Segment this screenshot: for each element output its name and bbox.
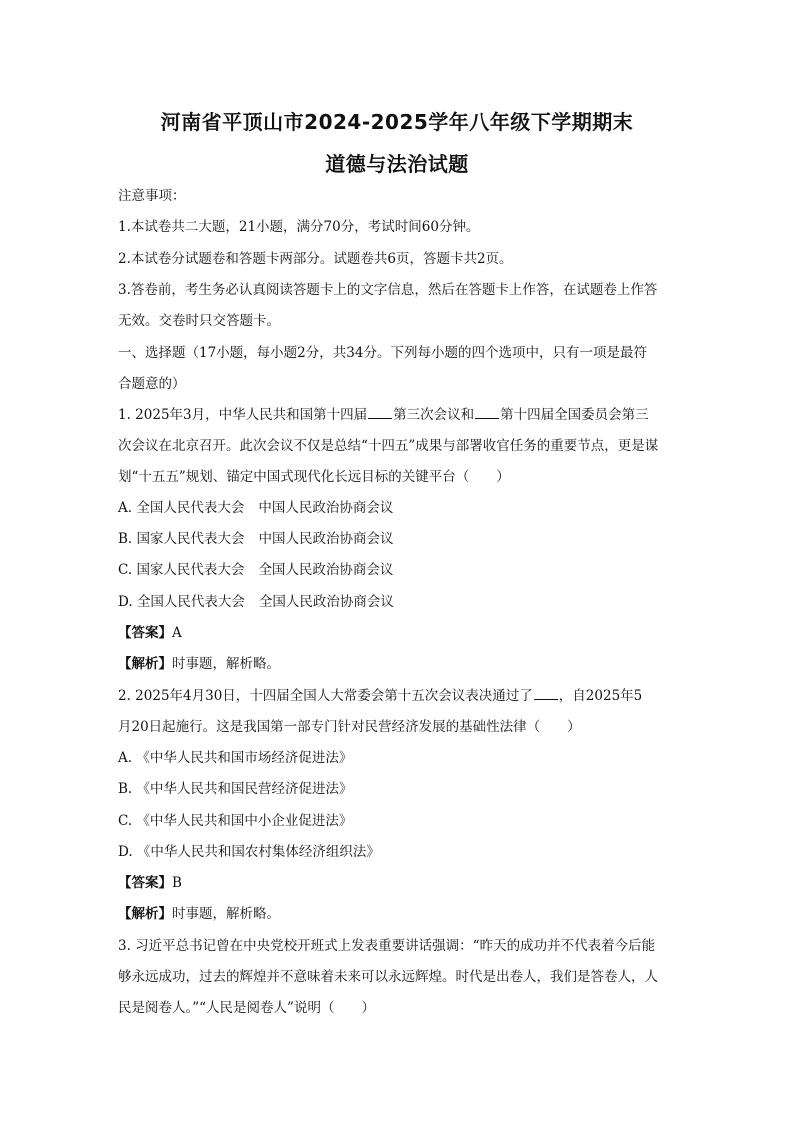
exam-title-line1: 河南省平顶山市2024-2025学年八年级下学期期末 xyxy=(160,110,634,134)
q2-stem-part-b: ，自2025年5 xyxy=(558,688,643,704)
answer-label: 【答案】 xyxy=(118,625,172,641)
q2-option-c: C. 《中华人民共和国中小企业促进法》 xyxy=(118,813,353,829)
option-text-2: 全国人民政治协商会议 xyxy=(258,594,394,610)
q3-stem-line1: 3. 习近平总书记曾在中央党校开班式上发表重要讲话强调：“昨天的成功并不代表着今后能 xyxy=(118,938,656,954)
q2-stem-part-a: 2. 2025年4月30日，十四届全国人大常委会第十五次会议表决通过了 xyxy=(118,688,533,704)
q1-stem-part-b: 第三次会议和 xyxy=(393,407,475,423)
q3-stem-line2: 够永远成功，过去的辉煌并不意味着未来可以永远辉煌。时代是出卷人，我们是答卷人，人 xyxy=(118,969,658,985)
q3-stem-line3: 民是阅卷人。”“人民是阅卷人”说明（ ） xyxy=(118,1000,375,1016)
q1-stem-line2: 次会议在北京召开。此次会议不仅是总结“十四五”成果与部署收官任务的重要节点，更是谋 xyxy=(118,438,659,454)
q2-stem-line1 xyxy=(118,686,684,706)
option-text-2: 中国人民政治协商会议 xyxy=(258,500,394,516)
q2-stem-line2: 月20日起施行。这是我国第一部专门针对民营经济发展的基础性法律（ ） xyxy=(118,719,581,735)
q1-option-b xyxy=(118,529,684,549)
q1-answer xyxy=(118,623,684,643)
option-letter: B. xyxy=(118,531,133,547)
q2-option-b: B. 《中华人民共和国民营经济促进法》 xyxy=(118,781,353,797)
option-letter: C. xyxy=(118,562,133,578)
analysis-label: 【解析】 xyxy=(118,906,172,922)
option-text-1: 国家人民代表大会 xyxy=(136,531,245,547)
section1-heading-line1: 一、选择题（17小题，每小题2分，共34分。下列每小题的四个选项中，只有一项是最符 xyxy=(118,345,647,361)
q1-option-d xyxy=(118,592,684,612)
q1-stem-line1 xyxy=(118,405,684,425)
notes-item-3-line1: 3.答卷前，考生务必认真阅读答题卡上的文字信息，然后在答题卡上作答，在试题卷上作答 xyxy=(118,282,658,298)
analysis-label: 【解析】 xyxy=(118,656,172,672)
fill-blank xyxy=(475,406,499,419)
analysis-text: 时事题，解析略。 xyxy=(172,906,280,922)
option-letter: D. xyxy=(118,594,133,610)
answer-label: 【答案】 xyxy=(118,875,172,891)
q2-analysis xyxy=(118,904,684,924)
q2-answer xyxy=(118,873,684,893)
answer-value: B xyxy=(172,875,182,891)
q2-option-a: A. 《中华人民共和国市场经济促进法》 xyxy=(118,750,353,766)
notes-item-2: 2.本试卷分试题卷和答题卡两部分。试题卷共6页，答题卡共2页。 xyxy=(118,251,513,267)
section1-heading-line2: 合题意的） xyxy=(118,376,186,392)
q1-stem-part-a: 1. 2025年3月，中华人民共和国第十四届 xyxy=(118,407,368,423)
q1-option-c xyxy=(118,560,684,580)
option-letter: A. xyxy=(118,500,133,516)
analysis-text: 时事题，解析略。 xyxy=(172,656,280,672)
q2-option-d: D. 《中华人民共和国农村集体经济组织法》 xyxy=(118,844,380,860)
option-text-1: 国家人民代表大会 xyxy=(136,562,245,578)
exam-title-line2: 道德与法治试题 xyxy=(325,152,469,176)
option-text-2: 中国人民政治协商会议 xyxy=(258,531,394,547)
option-text-1: 全国人民代表大会 xyxy=(136,500,245,516)
option-text-1: 全国人民代表大会 xyxy=(136,594,245,610)
q1-analysis xyxy=(118,654,684,674)
fill-blank xyxy=(534,687,558,700)
option-text-2: 全国人民政治协商会议 xyxy=(258,562,394,578)
notes-item-1: 1.本试卷共二大题，21小题，满分70分，考试时间60分钟。 xyxy=(118,219,480,235)
q1-stem-part-c: 第十四届全国委员会第三 xyxy=(500,407,649,423)
answer-value: A xyxy=(172,625,182,641)
fill-blank xyxy=(368,406,392,419)
notes-item-3-line2: 无效。交卷时只交答题卡。 xyxy=(118,313,280,329)
q1-option-a xyxy=(118,498,684,518)
notes-heading: 注意事项： xyxy=(118,188,186,204)
q1-stem-line3: 划“十五五”规划、锚定中国式现代化长远目标的关键平台（ ） xyxy=(118,469,510,485)
